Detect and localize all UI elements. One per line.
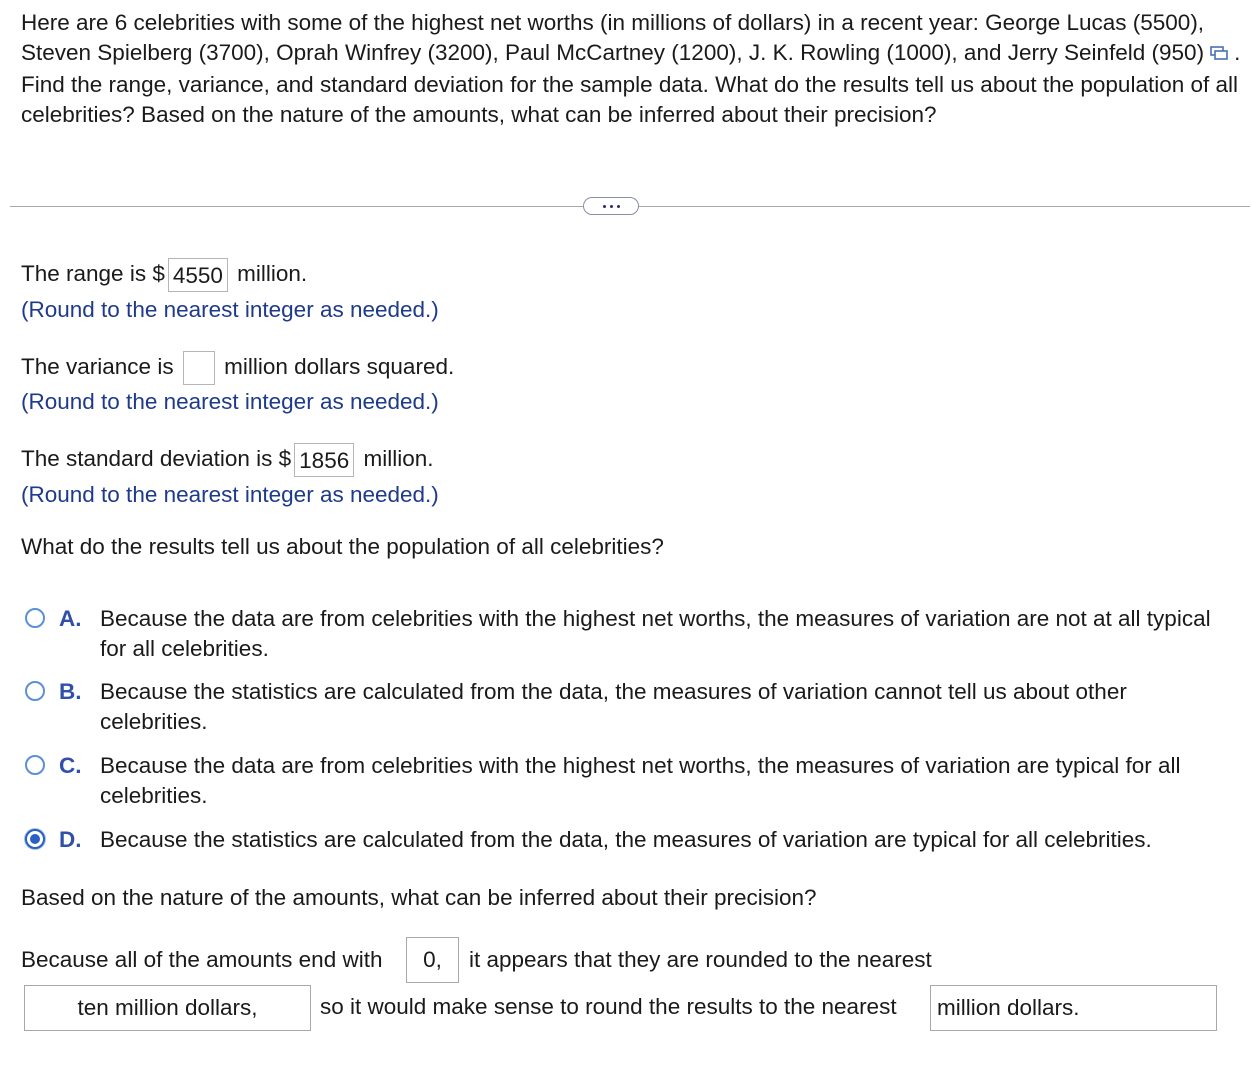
precision-rounding-dropdown[interactable]: ten million dollars, bbox=[24, 985, 311, 1031]
precision-text-1: Because all of the amounts end with bbox=[21, 947, 383, 972]
stddev-answer-box[interactable]: 1856 bbox=[294, 443, 354, 477]
variance-line bbox=[21, 351, 454, 385]
variance-hint: (Round to the nearest integer as needed.) bbox=[21, 389, 439, 414]
question-part2: . Find the range, variance, and standard deviation for the sample data. What do the results tell us about the population of all celebrities? Based on the nature of the amounts, what can be inferred about their precision? bbox=[21, 39, 1241, 127]
stddev-hint: (Round to the nearest integer as needed.) bbox=[21, 482, 439, 507]
option-a[interactable] bbox=[25, 604, 1240, 663]
range-line bbox=[21, 258, 307, 292]
option-b[interactable] bbox=[25, 677, 1240, 736]
option-text: Because the statistics are calculated from the data, the measures of variation cannot tell us about other celebrities. bbox=[100, 679, 1127, 734]
option-c[interactable] bbox=[25, 751, 1240, 810]
radio-button-d[interactable] bbox=[25, 829, 45, 849]
option-letter: B. bbox=[59, 679, 82, 704]
range-suffix: million. bbox=[237, 260, 308, 286]
variance-suffix: million dollars squared. bbox=[224, 353, 455, 379]
dot-icon bbox=[617, 205, 620, 208]
option-text: Because the data are from celebrities with the highest net worths, the measures of variation are typical for all celebrities. bbox=[100, 753, 1181, 808]
question-text bbox=[21, 8, 1246, 129]
precision-question: Based on the nature of the amounts, what can be inferred about their precision? bbox=[21, 885, 817, 910]
range-answer-box[interactable]: 4550 bbox=[168, 258, 228, 292]
precision-text-2: it appears that they are rounded to the nearest bbox=[469, 947, 932, 972]
radio-button-b[interactable] bbox=[25, 681, 45, 701]
variance-answer-box[interactable] bbox=[183, 351, 215, 385]
range-prefix: The range is $ bbox=[21, 260, 165, 286]
option-letter: C. bbox=[59, 753, 82, 778]
more-button[interactable] bbox=[583, 197, 639, 215]
radio-button-a[interactable] bbox=[25, 608, 45, 628]
option-letter: A. bbox=[59, 606, 82, 631]
population-question: What do the results tell us about the population of all celebrities? bbox=[21, 534, 664, 559]
range-hint: (Round to the nearest integer as needed.) bbox=[21, 297, 439, 322]
option-letter: D. bbox=[59, 827, 82, 852]
variance-prefix: The variance is bbox=[21, 353, 174, 379]
stddev-prefix: The standard deviation is $ bbox=[21, 445, 292, 471]
dot-icon bbox=[610, 205, 613, 208]
copy-data-icon[interactable] bbox=[1210, 38, 1228, 68]
stddev-suffix: million. bbox=[363, 445, 434, 471]
dot-icon bbox=[603, 205, 606, 208]
option-text: Because the data are from celebrities with the highest net worths, the measures of variation are not at all typical for all celebrities. bbox=[100, 606, 1211, 661]
precision-text-3: so it would make sense to round the results to the nearest bbox=[320, 994, 897, 1019]
radio-button-c[interactable] bbox=[25, 755, 45, 775]
option-text: Because the statistics are calculated from the data, the measures of variation are typical for all celebrities. bbox=[100, 827, 1152, 852]
precision-digit-dropdown[interactable]: 0, bbox=[406, 937, 459, 983]
precision-result-dropdown[interactable]: million dollars. bbox=[930, 985, 1217, 1031]
option-d[interactable] bbox=[25, 825, 1240, 855]
stddev-line bbox=[21, 443, 434, 477]
question-part1: Here are 6 celebrities with some of the highest net worths (in millions of dollars) in a recent year: George Lucas (5500), Steven Spielberg (3700), Oprah Winfrey (3200), Paul McCartney (1200), J. K. Rowling (1000), and Jerry Seinfeld (950) bbox=[21, 10, 1205, 65]
